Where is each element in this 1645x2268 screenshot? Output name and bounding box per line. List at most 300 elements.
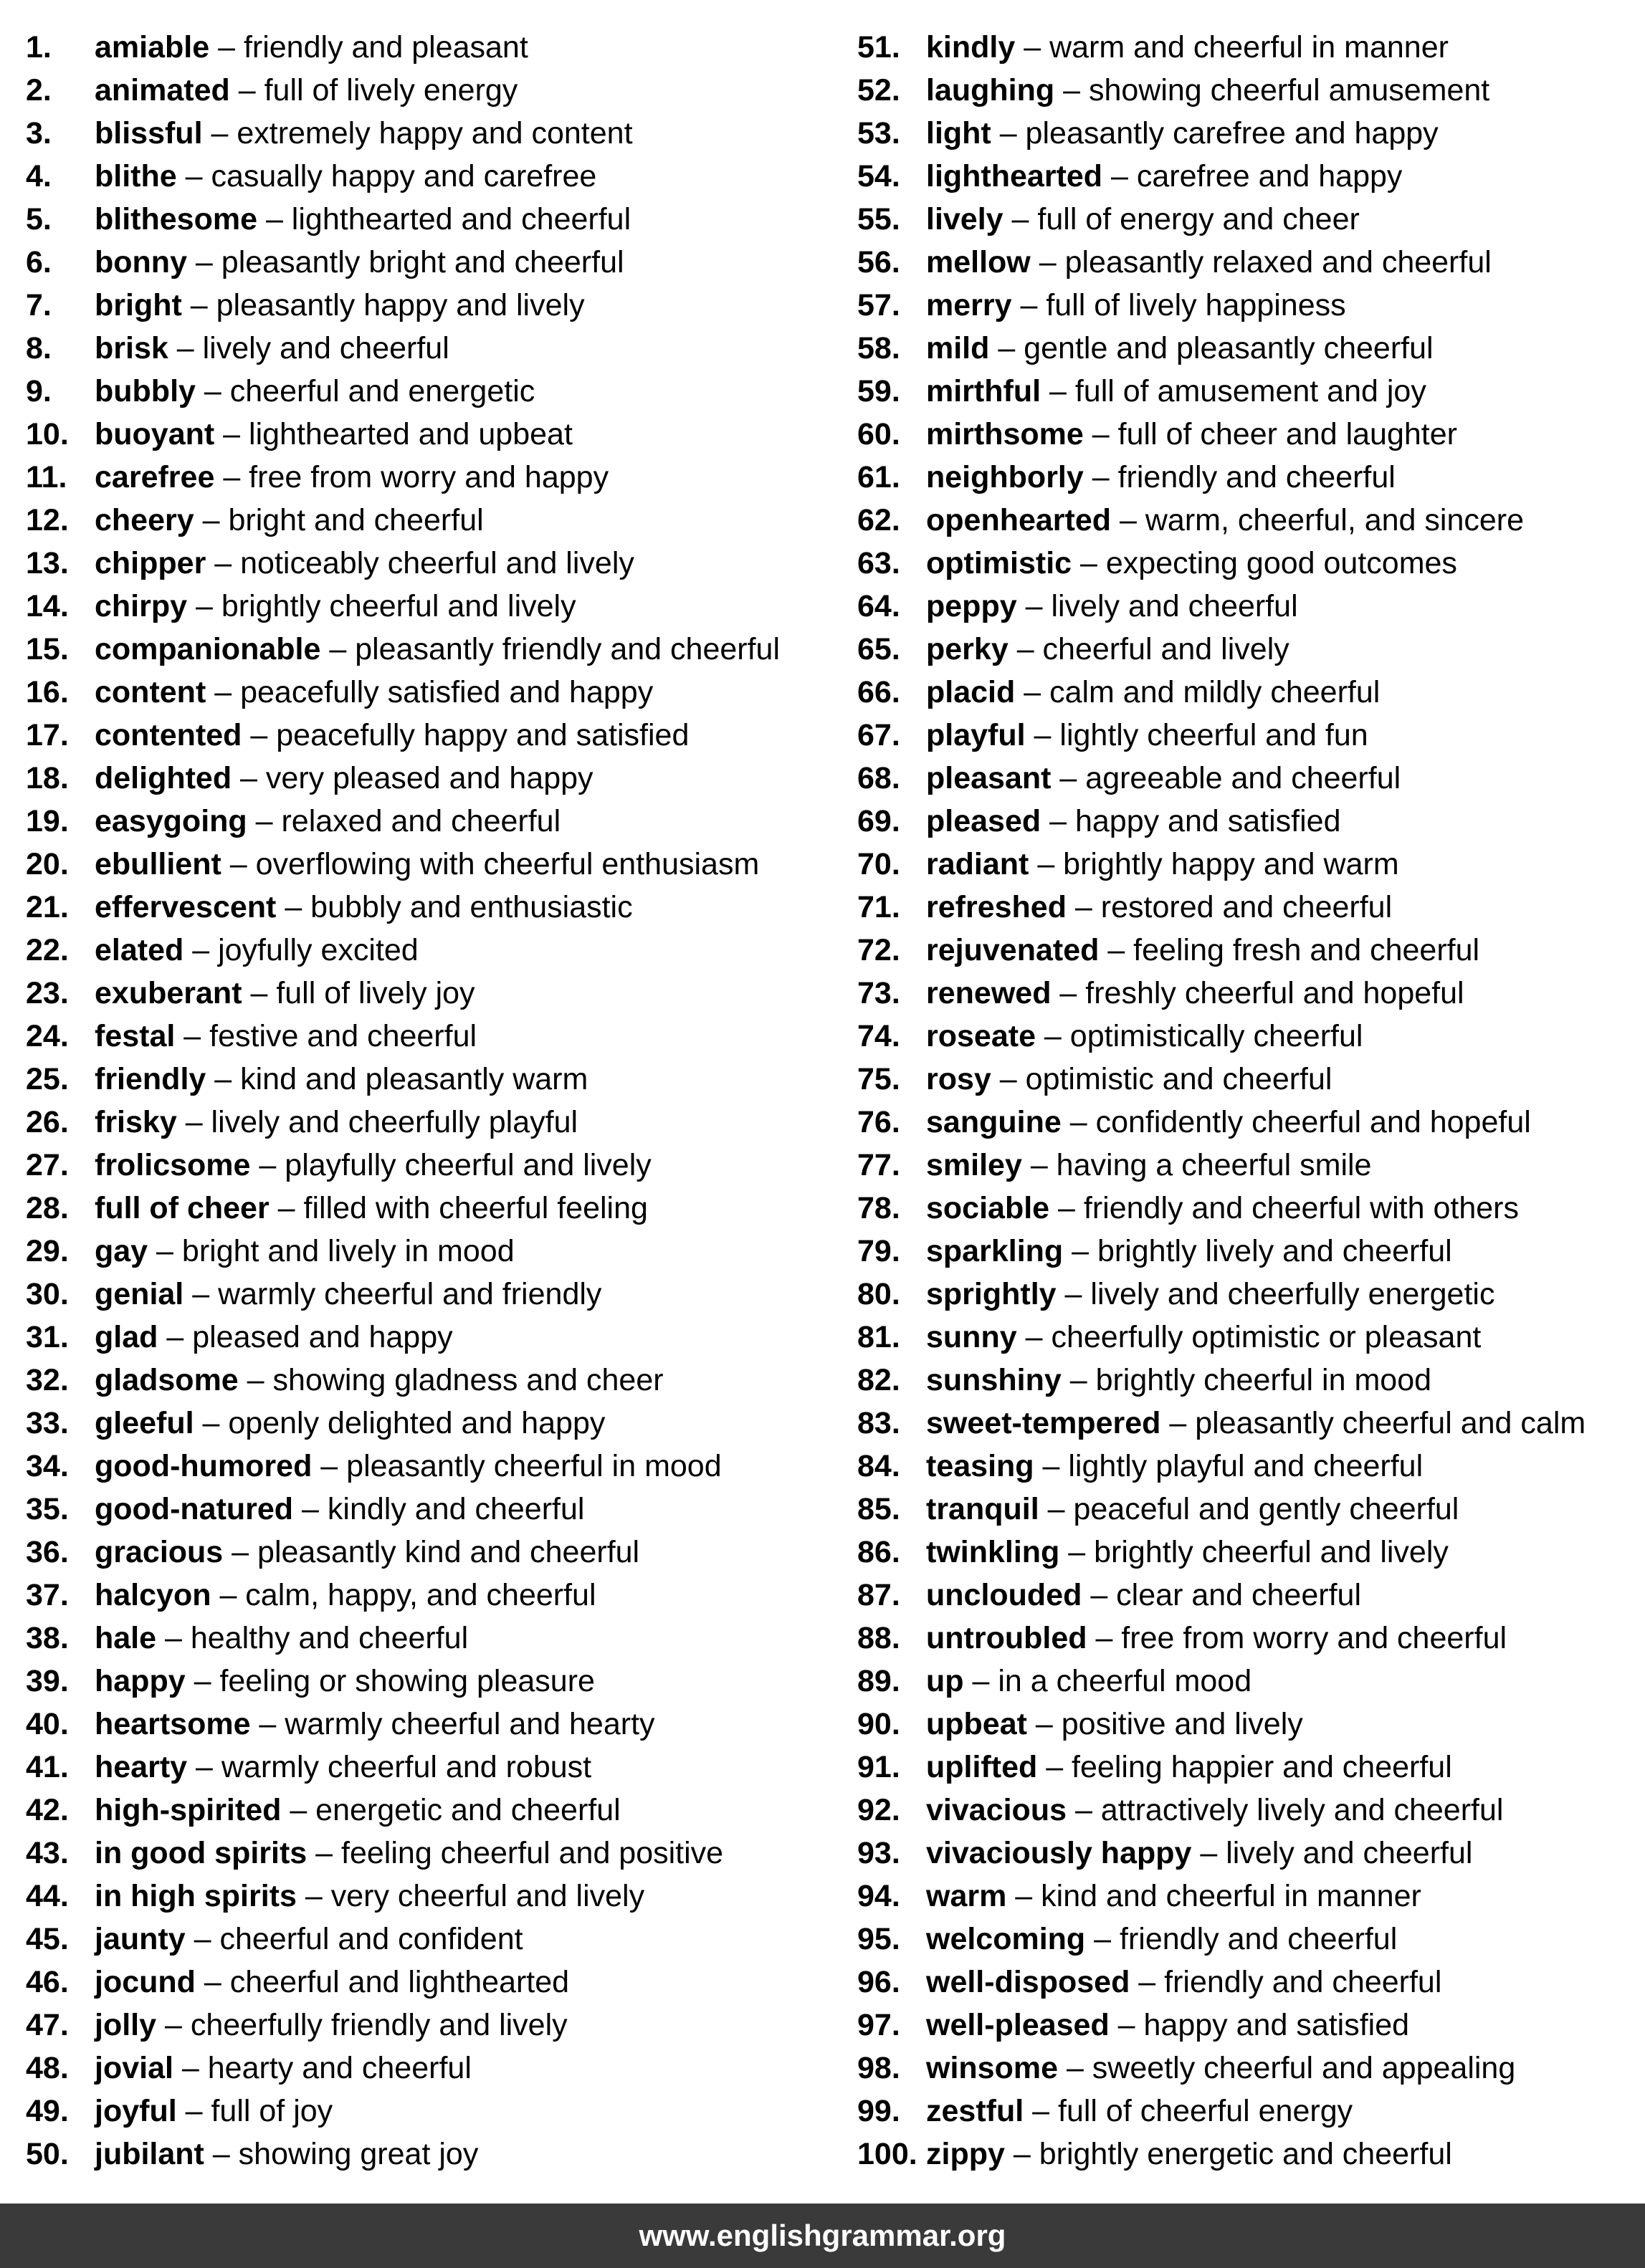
item-definition: – cheerful and lighthearted [195,1965,570,1999]
item-definition: – lighthearted and upbeat [214,417,573,451]
list-item [857,1832,1639,1875]
item-definition: – joyfully excited [183,933,419,967]
item-word: laughing [926,73,1055,107]
list-item [26,1015,843,1058]
list-item [26,585,843,628]
list-item [857,1875,1639,1918]
list-item [26,456,843,499]
list-item [26,499,843,542]
item-number: 81. [857,1320,900,1354]
item-word: jubilant [95,2137,204,2171]
item-word: genial [95,1277,184,1311]
item-word: mirthsome [926,417,1084,451]
item-number: 87. [857,1578,900,1612]
item-definition: – restored and cheerful [1066,890,1393,924]
list-item [857,1359,1639,1402]
item-word: twinkling [926,1535,1060,1569]
item-definition: – brightly cheerful and lively [1059,1535,1449,1569]
list-item [857,628,1639,671]
item-definition: – cheerful and lively [1008,632,1289,666]
item-number: 24. [26,1019,69,1053]
list-item [26,972,843,1015]
item-word: sunny [926,1320,1017,1354]
item-definition: – bright and cheerful [194,503,484,537]
item-definition: – lively and cheerful [1016,589,1298,623]
item-number: 49. [26,2094,69,2128]
item-number: 16. [26,675,69,709]
item-definition: – cheerfully optimistic or pleasant [1016,1320,1482,1354]
list-item [26,1187,843,1230]
item-number: 59. [857,374,900,408]
list-item [857,413,1639,456]
item-word: pleased [926,804,1041,838]
item-number: 54. [857,159,900,193]
item-definition: – very cheerful and lively [296,1879,645,1913]
item-number: 100. [857,2137,917,2171]
item-definition: – peacefully satisfied and happy [206,675,654,709]
item-number: 26. [26,1105,69,1139]
list-item [857,1660,1639,1703]
item-definition: – full of lively happiness [1011,288,1346,322]
item-definition: – cheerfully friendly and lively [156,2008,568,2042]
item-definition: – friendly and pleasant [209,30,528,64]
item-word: renewed [926,976,1052,1010]
item-word: brisk [95,331,168,365]
item-word: rosy [926,1062,991,1096]
list-item [857,1187,1639,1230]
item-number: 11. [26,460,67,494]
item-number: 34. [26,1449,69,1483]
item-word: pleasant [926,761,1052,795]
list-item [857,112,1639,155]
item-word: companionable [95,632,321,666]
item-number: 98. [857,2051,900,2085]
item-definition: – pleasantly happy and lively [181,288,585,322]
item-word: playful [926,718,1026,752]
item-number: 73. [857,976,900,1010]
item-definition: – friendly and cheerful [1085,1922,1398,1956]
item-definition: – showing gladness and cheer [238,1363,664,1397]
item-word: bonny [95,245,187,279]
list-item [26,1144,843,1187]
item-number: 93. [857,1836,900,1870]
item-word: lively [926,202,1003,236]
item-definition: – calm, happy, and cheerful [211,1578,596,1612]
list-item [26,1359,843,1402]
item-definition: – pleasantly carefree and happy [991,116,1439,150]
item-definition: – happy and satisfied [1041,804,1341,838]
item-number: 56. [857,245,900,279]
item-definition: – lively and cheerful [1191,1836,1473,1870]
item-definition: – expecting good outcomes [1072,546,1457,580]
item-word: frolicsome [95,1148,251,1182]
item-number: 85. [857,1492,900,1526]
item-number: 43. [26,1836,69,1870]
item-definition: – clear and cheerful [1082,1578,1361,1612]
item-word: animated [95,73,230,107]
item-definition: – freshly cheerful and hopeful [1051,976,1464,1010]
item-word: up [926,1664,964,1698]
item-definition: – kind and pleasantly warm [206,1062,588,1096]
item-definition: – free from worry and happy [214,460,609,494]
item-definition: – in a cheerful mood [963,1664,1252,1698]
item-number: 51. [857,30,900,64]
item-definition: – lively and cheerful [168,331,449,365]
item-definition: – energetic and cheerful [281,1793,621,1827]
item-definition: – cheerful and confident [185,1922,523,1956]
list-item [857,843,1639,886]
item-number: 47. [26,2008,69,2042]
list-item [26,2047,843,2090]
list-item [26,1617,843,1660]
item-definition: – showing cheerful amusement [1054,73,1490,107]
item-number: 99. [857,2094,900,2128]
list-item [857,1746,1639,1789]
item-number: 91. [857,1750,900,1784]
list-item [26,1230,843,1273]
list-item [857,1230,1639,1273]
item-definition: – brightly happy and warm [1029,847,1399,881]
list-item [857,1402,1639,1445]
item-definition: – brightly cheerful in mood [1061,1363,1432,1397]
list-item [26,1574,843,1617]
item-definition: – pleased and happy [158,1320,453,1354]
item-word: exuberant [95,976,242,1010]
item-definition: – overflowing with cheerful enthusiasm [221,847,760,881]
item-definition: – pleasantly bright and cheerful [186,245,624,279]
item-word: cheery [95,503,194,537]
item-number: 7. [26,288,52,322]
item-word: refreshed [926,890,1067,924]
item-definition: – brightly energetic and cheerful [1004,2137,1452,2171]
list-item [857,714,1639,757]
item-number: 23. [26,976,69,1010]
item-number: 83. [857,1406,900,1440]
item-word: bubbly [95,374,196,408]
item-word: contented [95,718,242,752]
item-number: 63. [857,546,900,580]
item-definition: – feeling fresh and cheerful [1099,933,1480,967]
item-word: well-pleased [926,2008,1110,2042]
item-word: friendly [95,1062,206,1096]
list-item [26,1488,843,1531]
list-item [857,886,1639,929]
item-number: 61. [857,460,900,494]
item-definition: – warm, cheerful, and sincere [1111,503,1525,537]
item-word: smiley [926,1148,1022,1182]
item-word: chirpy [95,589,188,623]
item-word: gracious [95,1535,224,1569]
item-number: 4. [26,159,52,193]
item-definition: – positive and lively [1026,1707,1303,1741]
item-number: 82. [857,1363,900,1397]
item-number: 15. [26,632,69,666]
item-number: 32. [26,1363,69,1397]
item-word: zippy [926,2137,1005,2171]
item-number: 33. [26,1406,69,1440]
item-definition: – hearty and cheerful [173,2051,472,2085]
list-item [26,241,843,284]
item-word: bright [95,288,182,322]
item-word: vivacious [926,1793,1067,1827]
item-word: glad [95,1320,158,1354]
list-item [26,757,843,800]
list-item [857,1918,1639,1961]
item-word: ebullient [95,847,221,881]
item-number: 80. [857,1277,900,1311]
item-number: 19. [26,804,69,838]
item-definition: – optimistic and cheerful [991,1062,1332,1096]
item-number: 28. [26,1191,69,1225]
item-word: easygoing [95,804,247,838]
item-word: blissful [95,116,203,150]
item-number: 90. [857,1707,900,1741]
item-definition: – full of amusement and joy [1041,374,1426,408]
list-item [857,1703,1639,1746]
item-definition: – full of cheerful energy [1024,2094,1353,2128]
item-word: kindly [926,30,1016,64]
list-item [26,1746,843,1789]
item-definition: – peaceful and gently cheerful [1039,1492,1459,1526]
item-definition: – casually happy and carefree [176,159,597,193]
item-number: 21. [26,890,69,924]
item-definition: – kind and cheerful in manner [1006,1879,1421,1913]
item-definition: – extremely happy and content [202,116,633,150]
item-number: 17. [26,718,69,752]
item-definition: – bright and lively in mood [148,1234,515,1268]
item-word: chipper [95,546,206,580]
item-word: vivaciously happy [926,1836,1192,1870]
list-item [26,1101,843,1144]
item-word: tranquil [926,1492,1039,1526]
item-number: 3. [26,116,52,150]
item-definition: – lightly cheerful and fun [1025,718,1368,752]
item-definition: – sweetly cheerful and appealing [1058,2051,1516,2085]
item-word: untroubled [926,1621,1087,1655]
item-number: 50. [26,2137,69,2171]
item-definition: – brightly lively and cheerful [1063,1234,1452,1268]
list-item [26,1918,843,1961]
item-word: jovial [95,2051,173,2085]
item-definition: – warmly cheerful and hearty [250,1707,655,1741]
item-number: 45. [26,1922,69,1956]
list-item [26,69,843,112]
item-definition: – confidently cheerful and hopeful [1061,1105,1531,1139]
item-number: 14. [26,589,69,623]
item-word: frisky [95,1105,177,1139]
item-word: perky [926,632,1009,666]
list-item [857,1574,1639,1617]
item-word: delighted [95,761,232,795]
item-number: 77. [857,1148,900,1182]
list-item [26,112,843,155]
list-item [26,2090,843,2133]
list-item [857,2004,1639,2047]
list-item [857,284,1639,327]
list-item [857,800,1639,843]
list-item [26,628,843,671]
item-word: good-humored [95,1449,313,1483]
item-number: 60. [857,417,900,451]
item-number: 35. [26,1492,69,1526]
list-item [26,284,843,327]
item-number: 70. [857,847,900,881]
list-item [857,1531,1639,1574]
item-word: mild [926,331,990,365]
item-word: joyful [95,2094,177,2128]
list-item [857,499,1639,542]
list-item [26,1703,843,1746]
item-word: uplifted [926,1750,1038,1784]
item-definition: – pleasantly kind and cheerful [223,1535,640,1569]
item-number: 36. [26,1535,69,1569]
footer-website-link[interactable]: www.englishgrammar.org [639,2219,1006,2252]
item-number: 57. [857,288,900,322]
item-definition: – having a cheerful smile [1021,1148,1372,1182]
list-item [26,800,843,843]
item-number: 55. [857,202,900,236]
item-definition: – calm and mildly cheerful [1015,675,1381,709]
item-number: 62. [857,503,900,537]
item-number: 22. [26,933,69,967]
list-item [26,929,843,972]
list-item [857,241,1639,284]
list-item [26,1875,843,1918]
item-number: 39. [26,1664,69,1698]
item-number: 10. [26,417,69,451]
list-item [857,1961,1639,2004]
item-definition: – full of energy and cheer [1003,202,1360,236]
list-item [857,2133,1639,2176]
list-item [26,198,843,241]
item-definition: – warmly cheerful and robust [187,1750,592,1784]
list-item [857,1445,1639,1488]
item-number: 52. [857,73,900,107]
item-definition: – friendly and cheerful with others [1049,1191,1520,1225]
item-word: sanguine [926,1105,1062,1139]
list-item [857,757,1639,800]
item-word: heartsome [95,1707,251,1741]
item-definition: – lighthearted and cheerful [257,202,631,236]
item-number: 71. [857,890,900,924]
item-word: light [926,116,991,150]
item-definition: – lively and cheerfully playful [176,1105,578,1139]
item-definition: – warm and cheerful in manner [1015,30,1449,64]
list-item [26,1531,843,1574]
item-number: 37. [26,1578,69,1612]
item-number: 79. [857,1234,900,1268]
item-definition: – relaxed and cheerful [247,804,561,838]
item-word: rejuvenated [926,933,1100,967]
list-item [857,370,1639,413]
item-number: 44. [26,1879,69,1913]
list-item [857,198,1639,241]
item-definition: – agreeable and cheerful [1051,761,1401,795]
list-item [857,1101,1639,1144]
item-number: 5. [26,202,52,236]
list-item [26,714,843,757]
item-word: jolly [95,2008,157,2042]
list-item [26,671,843,714]
item-word: halcyon [95,1578,211,1612]
item-word: elated [95,933,184,967]
item-word: placid [926,675,1016,709]
item-definition: – openly delighted and happy [194,1406,606,1440]
item-definition: – pleasantly relaxed and cheerful [1030,245,1492,279]
item-definition: – full of lively energy [229,73,518,107]
item-number: 78. [857,1191,900,1225]
list-item [857,542,1639,585]
item-word: blithe [95,159,177,193]
item-number: 74. [857,1019,900,1053]
item-number: 38. [26,1621,69,1655]
item-number: 92. [857,1793,900,1827]
item-word: mirthful [926,374,1041,408]
item-definition: – attractively lively and cheerful [1067,1793,1504,1827]
list-item [857,972,1639,1015]
item-word: happy [95,1664,186,1698]
item-word: sparkling [926,1234,1064,1268]
item-word: radiant [926,847,1029,881]
item-number: 97. [857,2008,900,2042]
item-word: amiable [95,30,210,64]
item-definition: – festive and cheerful [175,1019,477,1053]
item-word: unclouded [926,1578,1082,1612]
list-item [857,2047,1639,2090]
list-item [26,413,843,456]
item-number: 46. [26,1965,69,1999]
list-item [857,1015,1639,1058]
item-number: 53. [857,116,900,150]
item-number: 67. [857,718,900,752]
item-number: 30. [26,1277,69,1311]
list-item [26,1445,843,1488]
item-definition: – friendly and cheerful [1083,460,1396,494]
item-number: 8. [26,331,52,365]
item-definition: – filled with cheerful feeling [269,1191,648,1225]
list-item [26,370,843,413]
item-number: 13. [26,546,69,580]
item-number: 86. [857,1535,900,1569]
list-item [857,929,1639,972]
item-definition: – pleasantly friendly and cheerful [320,632,781,666]
list-item [26,1316,843,1359]
list-item [857,1058,1639,1101]
item-word: sprightly [926,1277,1057,1311]
item-number: 18. [26,761,69,795]
item-number: 25. [26,1062,69,1096]
list-item [857,327,1639,370]
item-definition: – feeling happier and cheerful [1037,1750,1452,1784]
item-number: 1. [26,30,52,64]
item-number: 58. [857,331,900,365]
item-word: full of cheer [95,1191,270,1225]
item-number: 29. [26,1234,69,1268]
item-definition: – friendly and cheerful [1130,1965,1442,1999]
item-definition: – lively and cheerfully energetic [1056,1277,1495,1311]
item-number: 95. [857,1922,900,1956]
item-number: 88. [857,1621,900,1655]
item-number: 84. [857,1449,900,1483]
item-definition: – cheerful and energetic [195,374,535,408]
list-item [857,1488,1639,1531]
item-word: roseate [926,1019,1036,1053]
item-word: optimistic [926,546,1072,580]
item-word: jaunty [95,1922,186,1956]
item-word: warm [926,1879,1007,1913]
item-word: hearty [95,1750,188,1784]
item-number: 2. [26,73,52,107]
